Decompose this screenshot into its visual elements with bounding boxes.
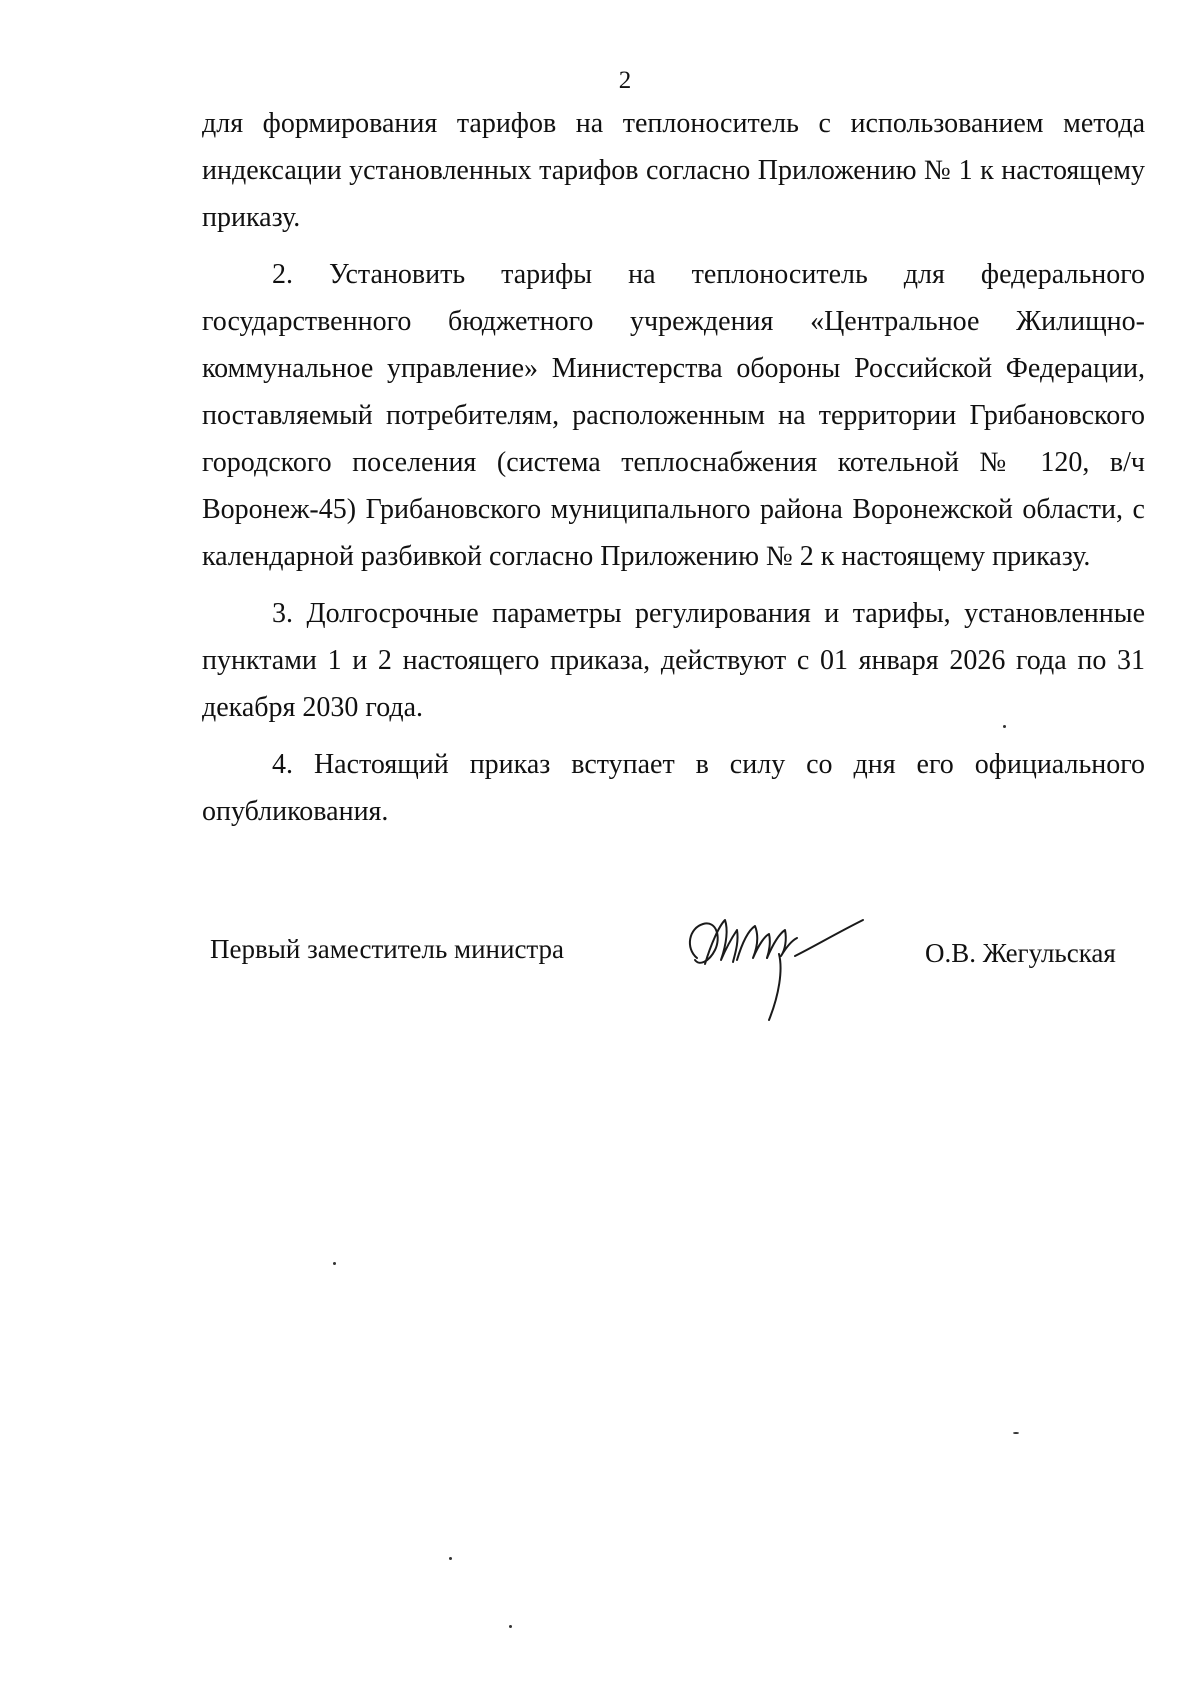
- handwritten-signature: [675, 900, 865, 1025]
- scan-speck: [1013, 1432, 1019, 1434]
- document-body: [202, 100, 1145, 845]
- paragraph-item-3: 3. Долгосрочные параметры регулирования и тарифы, установленные пунктами 1 и 2 настоящего приказа, действуют с 01 января 2026 года по 31 декабря 2030 года.: [202, 598, 1145, 723]
- scan-speck: [449, 1557, 452, 1560]
- paragraph-item-4: 4. Настоящий приказ вступает в силу со дня его официального опубликования.: [202, 749, 1145, 827]
- paragraph-item-2: 2. Установить тарифы на теплоноситель для федерального государственного бюджетного учреждения «Центральное Жилищно-коммунальное управление» Министерства обороны Российской Федерации, поставляемый потребителям, расположенным на территории Грибановского городского поселения (система теплоснабжения котельной № 120, в/ч Воронеж-45) Грибановского муниципального района Воронежской области, с календарной разбивкой согласно Приложению № 2 к настоящему приказу.: [202, 259, 1145, 572]
- page-number: 2: [618, 67, 632, 94]
- scan-speck: [509, 1625, 512, 1628]
- scan-speck: [333, 1262, 336, 1265]
- signer-position-title: Первый заместитель министра: [210, 934, 565, 964]
- signature-block: [0, 900, 1200, 1030]
- signer-name: О.В. Жегульская: [925, 938, 1116, 968]
- scan-speck: [1003, 725, 1006, 728]
- paragraph-continuation: для формирования тарифов на теплоноситель с использованием метода индексации установленных тарифов согласно Приложению № 1 к настоящему приказу.: [202, 108, 1145, 233]
